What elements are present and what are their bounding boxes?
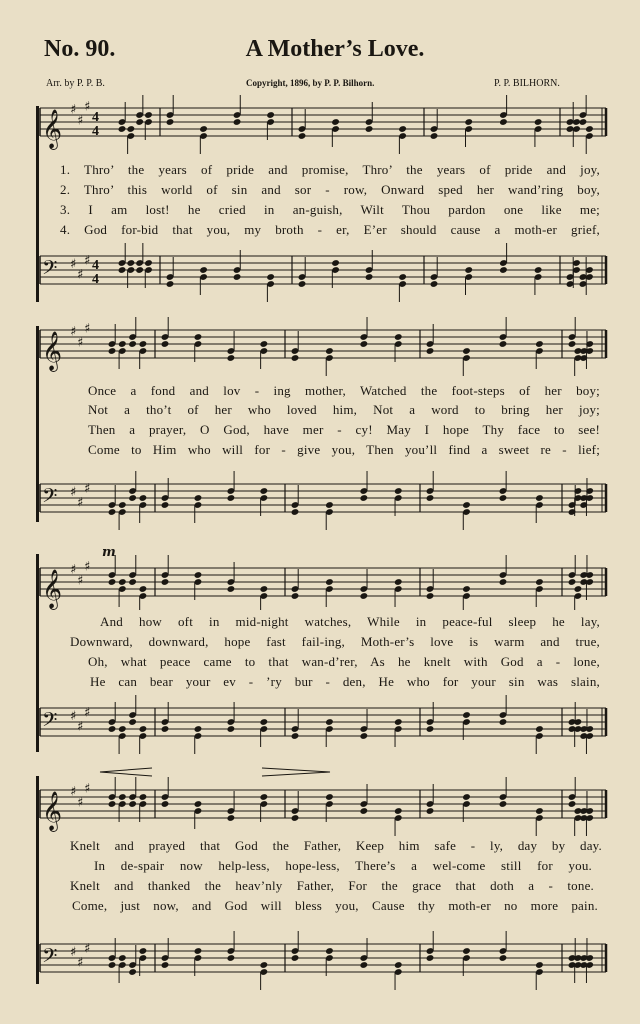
note-head	[128, 800, 137, 808]
note-head	[365, 125, 374, 133]
lyric-line: Come to Him who will for - give you, Then you’ll find a sweet re - lief;	[88, 442, 600, 457]
note-head	[118, 125, 127, 133]
lyric-line: 3. I am lost! he cried in an-guish, Wilt Thou pardon one like me;	[60, 202, 600, 217]
staff	[40, 243, 606, 302]
note-head	[291, 954, 300, 962]
note-head	[144, 259, 153, 267]
bass-clef-icon: 𝄢	[42, 256, 58, 284]
note-head	[291, 814, 300, 822]
lyric-line: Knelt and thanked the heav’nly Father, For the grace that doth a - tone.	[70, 878, 594, 893]
composer-credit: P. P. BILHORN.	[494, 78, 560, 89]
sharp-icon: ♯	[84, 559, 91, 575]
note-head	[126, 125, 135, 133]
note-head	[199, 266, 208, 274]
treble-clef-icon: 𝄞	[42, 109, 63, 149]
note-head	[359, 732, 368, 740]
note-head	[161, 340, 170, 348]
sharp-icon: ♯	[70, 485, 77, 500]
note-head	[194, 494, 203, 502]
note-head	[462, 947, 471, 955]
time-signature-icon: 4	[92, 110, 99, 125]
bass-clef-icon: 𝄢	[42, 484, 58, 512]
note-head	[464, 266, 473, 274]
sharp-icon: ♯	[77, 955, 84, 971]
note-head	[166, 118, 175, 126]
note-head	[128, 968, 137, 976]
sharp-icon: ♯	[77, 335, 84, 351]
note-head	[194, 725, 203, 733]
note-head	[574, 585, 583, 593]
note-head	[499, 118, 508, 126]
arranger-credit: Arr. by P. P. B.	[46, 78, 105, 89]
lyric-line: 1. Thro’ the years of pride and promise, Thro’ the years of pride and joy,	[60, 162, 600, 177]
note-head	[194, 800, 203, 808]
note-head	[359, 340, 368, 348]
lyric-line: Knelt and prayed that God the Father, Keep him safe - ly, day by day.	[70, 838, 602, 853]
lyric-line: Come, just now, and God will bless you, Cause thy moth-er no more pain.	[72, 898, 598, 913]
staff	[40, 555, 606, 610]
time-signature-icon: 4	[92, 272, 99, 287]
note-head	[194, 571, 203, 579]
note-head	[535, 578, 544, 586]
staff	[40, 317, 606, 376]
note-head	[128, 340, 137, 348]
note-head	[227, 954, 236, 962]
note-head	[161, 578, 170, 586]
note-head	[259, 585, 268, 593]
sharp-icon: ♯	[70, 784, 77, 800]
note-head	[499, 800, 508, 808]
note-head	[291, 592, 300, 600]
sharp-icon: ♯	[84, 781, 91, 797]
note-head	[585, 125, 594, 133]
staff	[40, 95, 606, 154]
note-head	[108, 961, 117, 969]
note-head	[161, 800, 170, 808]
time-signature-icon: 4	[92, 124, 99, 139]
note-head	[499, 494, 508, 502]
note-head	[128, 494, 137, 502]
sharp-icon: ♯	[84, 481, 91, 497]
note-head	[499, 954, 508, 962]
note-head	[568, 800, 577, 808]
note-head	[462, 347, 471, 355]
music-system-1-bass	[0, 242, 640, 310]
note-head	[426, 807, 435, 815]
note-head	[128, 718, 137, 726]
note-head	[535, 961, 544, 969]
sharp-icon: ♯	[84, 253, 91, 269]
note-head	[499, 578, 508, 586]
sharp-icon: ♯	[77, 113, 84, 129]
music-system-2-treble	[0, 312, 640, 382]
note-head	[298, 132, 307, 140]
note-head	[227, 354, 236, 362]
note-head	[426, 592, 435, 600]
note-head	[325, 793, 334, 801]
note-head	[291, 354, 300, 362]
note-head	[535, 807, 544, 815]
staff	[40, 931, 606, 990]
sharp-icon: ♯	[70, 709, 77, 724]
note-head	[298, 280, 307, 288]
music-system-4-treble	[0, 762, 640, 838]
note-head	[139, 947, 148, 955]
bass-clef-icon: 𝄢	[42, 708, 58, 736]
note-head	[331, 118, 340, 126]
note-head	[233, 118, 242, 126]
lyric-line: Oh, what peace came to that wan-d’rer, As he knelt with God a - lone,	[88, 654, 600, 669]
music-system-4-bass	[0, 920, 640, 992]
note-head	[499, 718, 508, 726]
note-head	[365, 273, 374, 281]
note-head	[359, 961, 368, 969]
note-head	[462, 585, 471, 593]
note-head	[139, 725, 148, 733]
system-brace	[36, 554, 39, 752]
note-head	[118, 725, 127, 733]
note-head	[579, 118, 588, 126]
note-head	[534, 266, 543, 274]
sharp-icon: ♯	[77, 267, 84, 283]
note-head	[259, 340, 268, 348]
note-head	[394, 961, 403, 969]
note-head	[144, 111, 153, 119]
note-head	[118, 954, 127, 962]
note-head	[426, 494, 435, 502]
note-head	[118, 793, 127, 801]
note-head	[398, 273, 407, 281]
note-head	[227, 585, 236, 593]
lyric-line: Not a tho’t of her who loved him, Not a word to bring her joy;	[88, 402, 600, 417]
note-head	[194, 947, 203, 955]
system-brace	[36, 106, 39, 302]
note-head	[233, 273, 242, 281]
note-head	[199, 125, 208, 133]
note-head	[118, 340, 127, 348]
lyric-line: Downward, downward, hope fast fail-ing, Moth-er’s love is warm and true,	[70, 634, 600, 649]
note-head	[291, 732, 300, 740]
note-head	[394, 578, 403, 586]
note-head	[359, 494, 368, 502]
sharp-icon: ♯	[70, 324, 77, 340]
dynamic-mezzo-marking: m	[102, 545, 116, 560]
note-head	[108, 578, 117, 586]
note-head	[426, 954, 435, 962]
note-head	[394, 487, 403, 495]
note-head	[325, 578, 334, 586]
note-head	[139, 793, 148, 801]
note-head	[118, 578, 127, 586]
note-head	[430, 280, 439, 288]
note-head	[135, 266, 144, 274]
music-system-3-treble	[0, 540, 640, 610]
note-head	[108, 725, 117, 733]
note-head	[499, 266, 508, 274]
note-head	[266, 111, 275, 119]
note-head	[259, 718, 268, 726]
note-head	[462, 711, 471, 719]
note-head	[259, 487, 268, 495]
note-head	[259, 793, 268, 801]
note-head	[227, 494, 236, 502]
music-system-1-treble	[0, 92, 640, 162]
note-head	[331, 259, 340, 267]
staff	[40, 471, 606, 530]
note-head	[108, 508, 117, 516]
lyric-line: Then a prayer, O God, have mer - cy! May I hope Thy face to see!	[88, 422, 600, 437]
lyric-line: 4. God for-bid that you, my broth - er, E’er should cause a moth-er grief,	[60, 222, 600, 237]
note-head	[135, 118, 144, 126]
note-head	[118, 501, 127, 509]
copyright-notice: Copyright, 1896, by P. P. Bilhorn.	[246, 78, 375, 88]
sharp-icon: ♯	[84, 321, 91, 337]
lyric-line: In de-spair now help-less, hope-less, There’s a wel-come still for you.	[94, 858, 592, 873]
lyric-line: 2. Thro’ this world of sin and sor - row, Onward sped her wand’ring boy,	[60, 182, 600, 197]
note-head	[398, 125, 407, 133]
note-head	[108, 347, 117, 355]
note-head	[161, 725, 170, 733]
sharp-icon: ♯	[84, 705, 91, 721]
note-head	[430, 132, 439, 140]
music-system-3-bass	[0, 692, 640, 760]
hymn-title: A Mother’s Love.	[245, 36, 425, 62]
note-head	[139, 585, 148, 593]
note-head	[535, 340, 544, 348]
sharp-icon: ♯	[70, 562, 77, 578]
system-brace	[36, 776, 39, 984]
note-head	[139, 340, 148, 348]
bass-clef-icon: 𝄢	[42, 944, 58, 972]
sharp-icon: ♯	[77, 795, 84, 811]
note-head	[118, 266, 127, 274]
time-signature-icon: 4	[92, 258, 99, 273]
hymn-number: No. 90.	[44, 36, 116, 62]
note-head	[291, 508, 300, 516]
note-head	[194, 333, 203, 341]
note-head	[394, 333, 403, 341]
note-head	[462, 793, 471, 801]
sharp-icon: ♯	[84, 99, 91, 115]
staff	[40, 777, 606, 836]
note-head	[394, 807, 403, 815]
hairpin-marks	[100, 768, 330, 776]
lyric-line: Once a fond and lov - ing mother, Watched the foot-steps of her boy;	[88, 383, 600, 398]
note-head	[126, 259, 135, 267]
note-head	[462, 501, 471, 509]
note-head	[161, 961, 170, 969]
note-head	[534, 118, 543, 126]
staff	[40, 695, 606, 754]
note-head	[325, 347, 334, 355]
note-head	[128, 578, 137, 586]
note-head	[568, 340, 577, 348]
note-head	[359, 807, 368, 815]
note-head	[161, 501, 170, 509]
note-head	[499, 340, 508, 348]
note-head	[535, 725, 544, 733]
note-head	[359, 592, 368, 600]
note-head	[259, 961, 268, 969]
note-head	[325, 718, 334, 726]
note-head	[426, 347, 435, 355]
note-head	[464, 118, 473, 126]
note-head	[227, 725, 236, 733]
note-head	[325, 501, 334, 509]
sharp-icon: ♯	[77, 573, 84, 589]
system-brace	[36, 326, 39, 522]
treble-clef-icon: 𝄞	[42, 331, 63, 371]
treble-clef-icon: 𝄞	[42, 569, 63, 609]
note-head	[325, 947, 334, 955]
note-head	[227, 814, 236, 822]
sharp-icon: ♯	[70, 102, 77, 118]
music-system-2-bass	[0, 462, 640, 530]
sharp-icon: ♯	[70, 945, 77, 960]
note-head	[139, 494, 148, 502]
note-head	[568, 578, 577, 586]
note-head	[426, 725, 435, 733]
sharp-icon: ♯	[84, 941, 91, 957]
lyric-line: And how oft in mid-night watches, While in peace-ful sleep he lay,	[100, 614, 600, 629]
note-head	[535, 494, 544, 502]
note-head	[108, 800, 117, 808]
sharp-icon: ♯	[70, 257, 77, 272]
note-head	[394, 718, 403, 726]
lyric-line: He can bear your ev - ’ry bur - den, He who for your sin was slain,	[90, 674, 600, 689]
note-head	[266, 273, 275, 281]
note-head	[166, 280, 175, 288]
treble-clef-icon: 𝄞	[42, 791, 63, 831]
sharp-icon: ♯	[77, 495, 84, 511]
sharp-icon: ♯	[77, 719, 84, 735]
